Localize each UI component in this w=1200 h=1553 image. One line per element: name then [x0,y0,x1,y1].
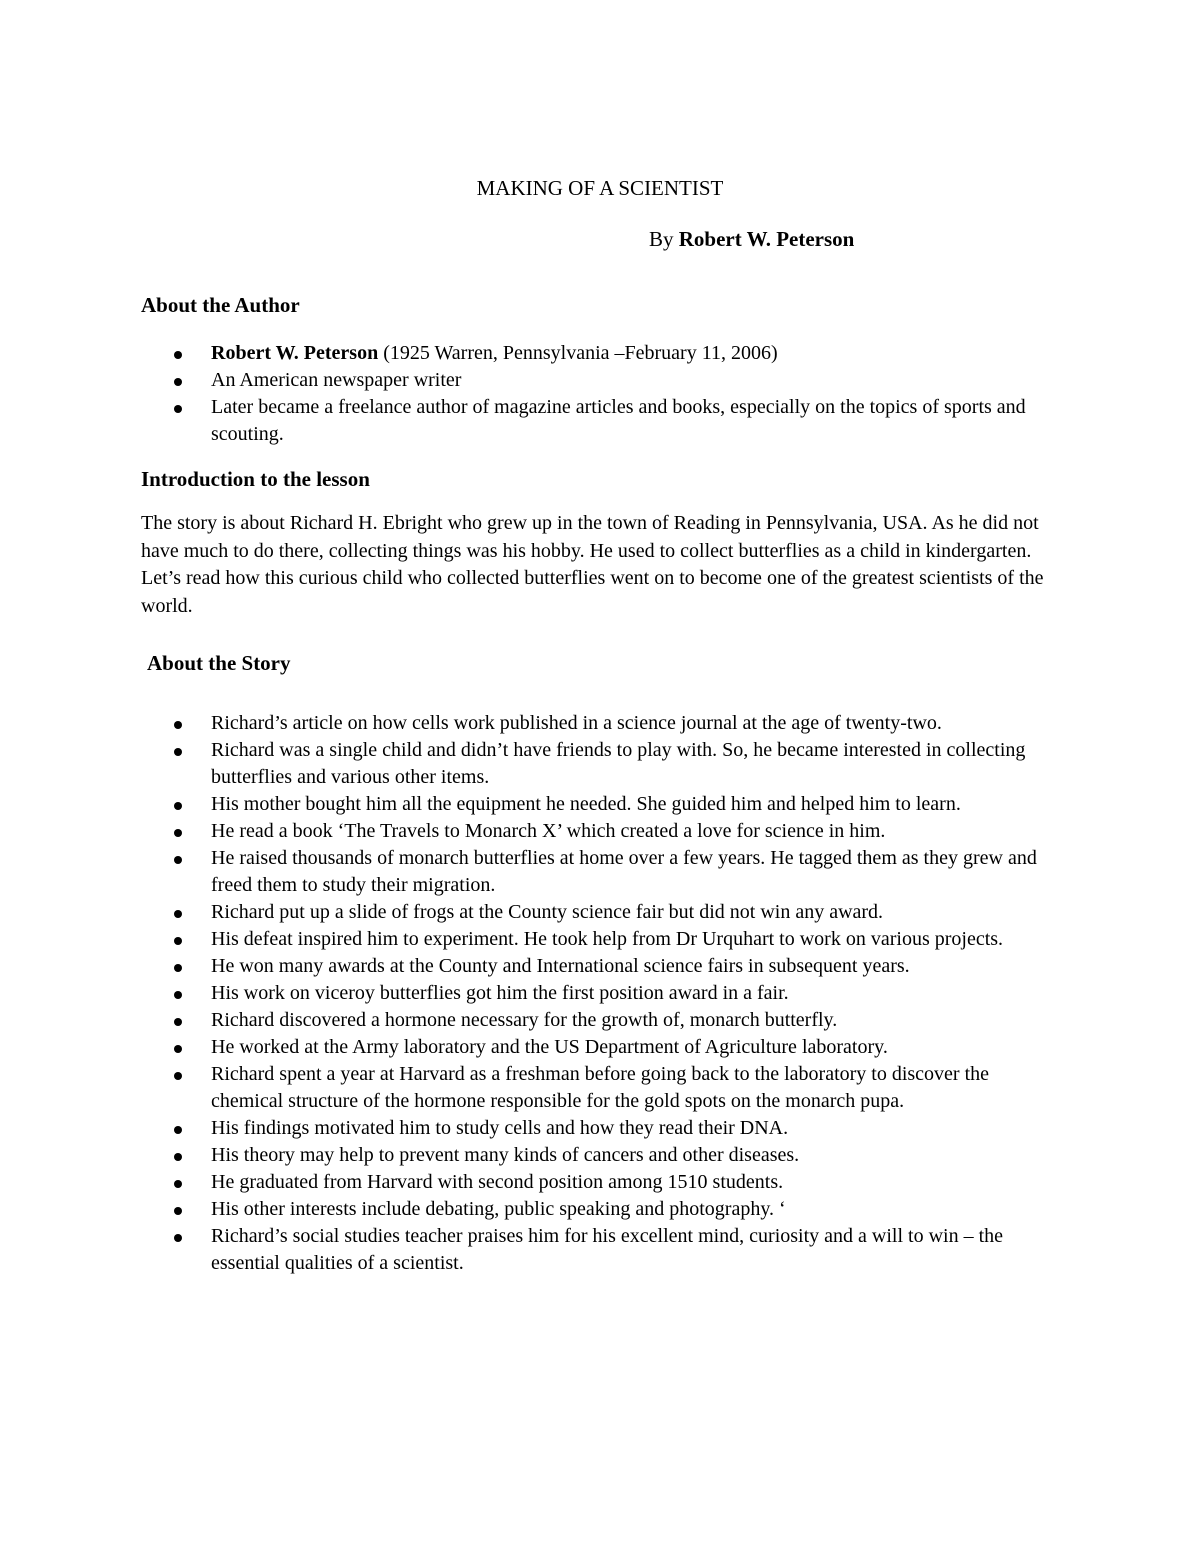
list-item [0,818,1061,845]
list-item-text: His findings motivated him to study cells and how they read their DNA. [211,1117,789,1139]
list-item [0,1061,1061,1115]
bullet-icon [174,378,182,386]
bullet-icon [174,1018,182,1026]
list-item [0,710,1061,737]
about-story-list [0,710,1200,1277]
list-item [0,1007,1061,1034]
list-item [0,1115,1061,1142]
list-item-text: His mother bought him all the equipment he needed. She guided him and helped him to learn. [211,793,961,815]
list-item-text: His work on viceroy butterflies got him the first position award in a fair. [211,982,789,1004]
list-item [0,394,1061,448]
bullet-icon [174,1045,182,1053]
bullet-icon [174,1153,182,1161]
bullet-icon [174,802,182,810]
list-item [0,367,1061,394]
document-title: MAKING OF A SCIENTIST [476,176,724,200]
list-item [0,340,1061,367]
list-item-text: An American newspaper writer [211,369,462,391]
author-name: Robert W. Peterson [211,342,379,364]
list-item-text: He graduated from Harvard with second position among 1510 students. [211,1171,784,1193]
byline [649,226,854,252]
list-item-text: Richard put up a slide of frogs at the County science fair but did not win any award. [211,901,884,923]
list-item-text: Richard’s article on how cells work published in a science journal at the age of twenty-two. [211,712,942,734]
byline-prefix: By [649,227,679,251]
list-item [0,953,1061,980]
list-item [0,791,1061,818]
list-item-text: He worked at the Army laboratory and the US Department of Agriculture laboratory. [211,1036,888,1058]
list-item-text: Richard was a single child and didn’t have friends to play with. So, he became interested in collecting butterflies and various other items. [211,739,1026,788]
bullet-icon [174,829,182,837]
bullet-icon [174,405,182,413]
list-item-text: Later became a freelance author of magazine articles and books, especially on the topics of sports and scouting. [211,396,1026,445]
list-item-text: He read a book ‘The Travels to Monarch X’ which created a love for science in him. [211,820,886,842]
bullet-icon [174,910,182,918]
list-item [0,1196,1061,1223]
list-item [0,1169,1061,1196]
introduction-paragraph: The story is about Richard H. Ebright who grew up in the town of Reading in Pennsylvania, USA. As he did not have much to do there, collecting things was his hobby. He used to collect butterflies as a child in kindergarten. Let’s read how this curious child who collected butterflies went on to become one of the greatest scientists of the world. [141,512,1044,617]
list-item [0,737,1061,791]
bullet-icon [174,351,182,359]
list-item [0,899,1061,926]
bullet-icon [174,1234,182,1242]
author-dates: (1925 Warren, Pennsylvania –February 11, 2006) [378,342,778,364]
list-item [0,926,1061,953]
list-item-text: Richard discovered a hormone necessary for the growth of, monarch butterfly. [211,1009,838,1031]
bullet-icon [174,748,182,756]
about-author-heading: About the Author [141,293,300,317]
bullet-icon [174,1207,182,1215]
introduction-heading: Introduction to the lesson [141,467,370,491]
list-item-text: He raised thousands of monarch butterflies at home over a few years. He tagged them as they grew and freed them to study their migration. [211,847,1037,896]
bullet-icon [174,964,182,972]
bullet-icon [174,1072,182,1080]
list-item [0,1142,1061,1169]
bullet-icon [174,991,182,999]
list-item-text: His other interests include debating, public speaking and photography. ‘ [211,1198,786,1220]
list-item [0,1034,1061,1061]
about-author-list [0,340,1200,448]
bullet-icon [174,937,182,945]
list-item-text: His theory may help to prevent many kinds of cancers and other diseases. [211,1144,800,1166]
list-item-text: Richard’s social studies teacher praises him for his excellent mind, curiosity and a will to win – the essential qualities of a scientist. [211,1225,1004,1274]
list-item-text: He won many awards at the County and International science fairs in subsequent years. [211,955,910,977]
list-item-text: Richard spent a year at Harvard as a freshman before going back to the laboratory to discover the chemical structure of the hormone responsible for the gold spots on the monarch pupa. [211,1063,990,1112]
list-item-text: His defeat inspired him to experiment. He took help from Dr Urquhart to work on various projects. [211,928,1004,950]
bullet-icon [174,1180,182,1188]
bullet-icon [174,1126,182,1134]
bullet-icon [174,856,182,864]
bullet-icon [174,721,182,729]
list-item [0,845,1061,899]
about-story-heading: About the Story [147,651,291,675]
list-item [0,980,1061,1007]
byline-author: Robert W. Peterson [678,227,855,251]
list-item [0,1223,1061,1277]
